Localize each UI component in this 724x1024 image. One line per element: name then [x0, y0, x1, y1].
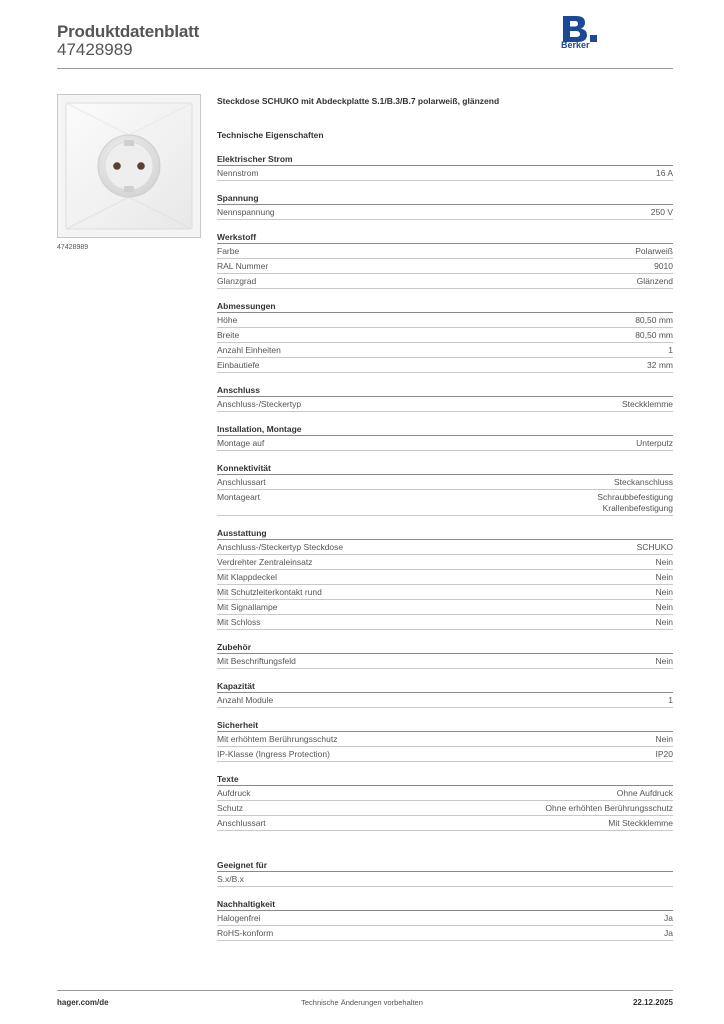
spec-value [656, 557, 673, 568]
spec-label: Montageart [217, 492, 260, 502]
image-caption: 47428989 [57, 244, 89, 251]
spec-label: Anschluss-/Steckertyp [217, 399, 302, 409]
berker-b-icon [561, 16, 601, 42]
group-title: Sicherheit [217, 719, 673, 732]
spec-group [217, 384, 673, 412]
spec-row [217, 801, 673, 816]
spec-value-line: Schraubbefestigung [597, 492, 673, 502]
spec-label: Anzahl Module [217, 695, 274, 705]
group-title: Konnektivität [217, 462, 673, 475]
spec-row [217, 555, 673, 570]
socket-illustration [58, 95, 200, 237]
spec-row [217, 274, 673, 289]
spec-label: Höhe [217, 315, 238, 325]
spec-value [635, 315, 673, 326]
spec-value-line: 32 mm [647, 360, 673, 370]
spec-value [656, 749, 674, 760]
spec-label: Nennspannung [217, 207, 275, 217]
spec-value-line: Nein [655, 557, 673, 567]
spec-label: Verdrehter Zentraleinsatz [217, 557, 313, 567]
spec-value [617, 788, 673, 799]
spec-row [217, 872, 673, 887]
spec-group [217, 300, 673, 373]
spec-row [217, 732, 673, 747]
spec-value-line: IP20 [655, 749, 673, 759]
spec-row [217, 490, 673, 516]
header-divider [57, 68, 673, 69]
spec-label: Mit erhöhtem Berührungsschutz [217, 734, 338, 744]
spec-group [217, 773, 673, 831]
spec-row [217, 475, 673, 490]
spec-value-line: 1 [668, 345, 673, 355]
spec-group [217, 153, 673, 181]
group-title: Anschluss [217, 384, 673, 397]
group-title: Abmessungen [217, 300, 673, 313]
spec-value [668, 345, 673, 356]
spec-value-line: Nein [655, 602, 673, 612]
spec-group [217, 680, 673, 708]
spec-row [217, 166, 673, 181]
spec-value-line: 250 V [650, 207, 673, 217]
spec-value [656, 656, 673, 667]
spec-row [217, 911, 673, 926]
spec-value [614, 477, 673, 488]
spec-row [217, 358, 673, 373]
spec-value-line: Unterputz [636, 438, 673, 448]
spec-row [217, 244, 673, 259]
spec-label: Mit Schutzleiterkontakt rund [217, 587, 322, 597]
spec-row [217, 615, 673, 630]
spec-value-line: Nein [655, 572, 673, 582]
spec-label: Mit Beschriftungsfeld [217, 656, 296, 666]
spec-value [656, 734, 673, 745]
spec-value-line: Nein [655, 734, 673, 744]
spec-group [217, 231, 673, 289]
group-title: Installation, Montage [217, 423, 673, 436]
spec-group [217, 641, 673, 669]
spec-row [217, 205, 673, 220]
spec-row [217, 313, 673, 328]
footer-date: 22.12.2025 [632, 998, 673, 1007]
spec-label: Schutz [217, 803, 243, 813]
spec-value [656, 168, 673, 179]
product-image [57, 94, 201, 238]
spec-row [217, 570, 673, 585]
spec-row [217, 654, 673, 669]
spec-value [654, 261, 673, 272]
spec-group [217, 859, 673, 887]
group-title: Ausstattung [217, 527, 673, 540]
group-title: Texte [217, 773, 673, 786]
spec-group [217, 192, 673, 220]
spec-value [636, 438, 673, 449]
logo-text: Berker [561, 40, 590, 50]
spec-label: Einbautiefe [217, 360, 260, 370]
spec-value-line: Polarweiß [635, 246, 673, 256]
spec-label: Anzahl Einheiten [217, 345, 281, 355]
footer-divider [57, 990, 673, 991]
spec-groups [217, 153, 673, 941]
footer-website: hager.com/de [57, 998, 109, 1007]
spec-row [217, 585, 673, 600]
group-title: Zubehör [217, 641, 673, 654]
berker-logo [561, 16, 601, 56]
spec-label: Halogenfrei [217, 913, 261, 923]
spec-label: Nennstrom [217, 168, 259, 178]
spec-value [637, 542, 673, 553]
spec-value-line: 80,50 mm [635, 315, 673, 325]
spec-label: Anschlussart [217, 477, 266, 487]
spec-value [635, 330, 673, 341]
spec-label: S.x/B.x [217, 874, 244, 884]
spec-group [217, 719, 673, 762]
spec-row [217, 540, 673, 555]
spec-row [217, 926, 673, 941]
spec-value-line: SCHUKO [636, 542, 673, 552]
spec-row [217, 436, 673, 451]
spec-row [217, 600, 673, 615]
spec-label: Anschlussart [217, 818, 266, 828]
spec-row [217, 747, 673, 762]
spec-value-line: Ja [664, 913, 673, 923]
footer-disclaimer: Technische Änderungen vorbehalten [301, 998, 423, 1007]
spec-value [637, 276, 673, 287]
spec-label: Montage auf [217, 438, 265, 448]
spec-value [635, 246, 673, 257]
spec-label: Glanzgrad [217, 276, 257, 286]
spec-value [647, 360, 673, 371]
spec-row [217, 328, 673, 343]
spec-label: IP-Klasse (Ingress Protection) [217, 749, 330, 759]
spec-content [217, 94, 673, 941]
spec-label: Mit Schloss [217, 617, 261, 627]
spec-row [217, 343, 673, 358]
spec-value-line: 9010 [654, 261, 673, 271]
spec-value-line: Ohne erhöhten Berührungsschutz [545, 803, 673, 813]
spec-group [217, 898, 673, 941]
spec-value [651, 207, 673, 218]
spec-value [656, 602, 673, 613]
spec-value-line: Ja [664, 928, 673, 938]
group-title: Kapazität [217, 680, 673, 693]
spec-label: Farbe [217, 246, 240, 256]
spec-label: RAL Nummer [217, 261, 269, 271]
spec-value [597, 492, 673, 514]
spec-label: Anschluss-/Steckertyp Steckdose [217, 542, 344, 552]
spec-value-line: Nein [655, 617, 673, 627]
spec-label: Breite [217, 330, 240, 340]
spec-row [217, 259, 673, 274]
spec-value-line: Steckanschluss [613, 477, 673, 487]
spec-value-line: 80,50 mm [635, 330, 673, 340]
spec-group [217, 462, 673, 516]
spec-row [217, 397, 673, 412]
section-heading: Technische Eigenschaften [217, 130, 324, 140]
page-header [57, 20, 673, 70]
spec-value-line: Krallenbefestigung [602, 503, 673, 513]
spec-value [545, 803, 673, 814]
spec-value-line: Nein [655, 656, 673, 666]
spec-group [217, 527, 673, 630]
spec-label: Mit Signallampe [217, 602, 278, 612]
spec-row [217, 786, 673, 801]
spec-value-line: Ohne Aufdruck [616, 788, 673, 798]
document-title: Produktdatenblatt [57, 22, 200, 41]
group-title: Werkstoff [217, 231, 673, 244]
spec-value [656, 587, 673, 598]
spec-label: Mit Klappdeckel [217, 572, 278, 582]
spec-value [608, 818, 673, 829]
spec-label: Aufdruck [217, 788, 251, 798]
spec-value [664, 913, 673, 924]
spec-value-line: 1 [668, 695, 673, 705]
spec-value [668, 695, 673, 706]
spec-value-line: Nein [655, 587, 673, 597]
spec-row [217, 816, 673, 831]
group-title: Nachhaltigkeit [217, 898, 673, 911]
spec-value-line: 16 A [655, 168, 673, 178]
document-number: 47428989 [57, 40, 133, 59]
spec-group [217, 423, 673, 451]
group-title: Spannung [217, 192, 673, 205]
spec-row [217, 693, 673, 708]
group-title: Geeignet für [217, 859, 673, 872]
product-name: Steckdose SCHUKO mit Abdeckplatte S.1/B.3/B.7 polarweiß, glänzend [217, 96, 500, 106]
spec-label: RoHS-konform [217, 928, 274, 938]
group-title: Elektrischer Strom [217, 153, 673, 166]
spec-value [664, 928, 673, 939]
spec-value-line: Steckklemme [621, 399, 673, 409]
spec-value [622, 399, 673, 410]
spec-value-line: Mit Steckklemme [608, 818, 673, 828]
spec-value-line: Glänzend [636, 276, 673, 286]
spec-value [656, 572, 673, 583]
spec-value [656, 617, 673, 628]
